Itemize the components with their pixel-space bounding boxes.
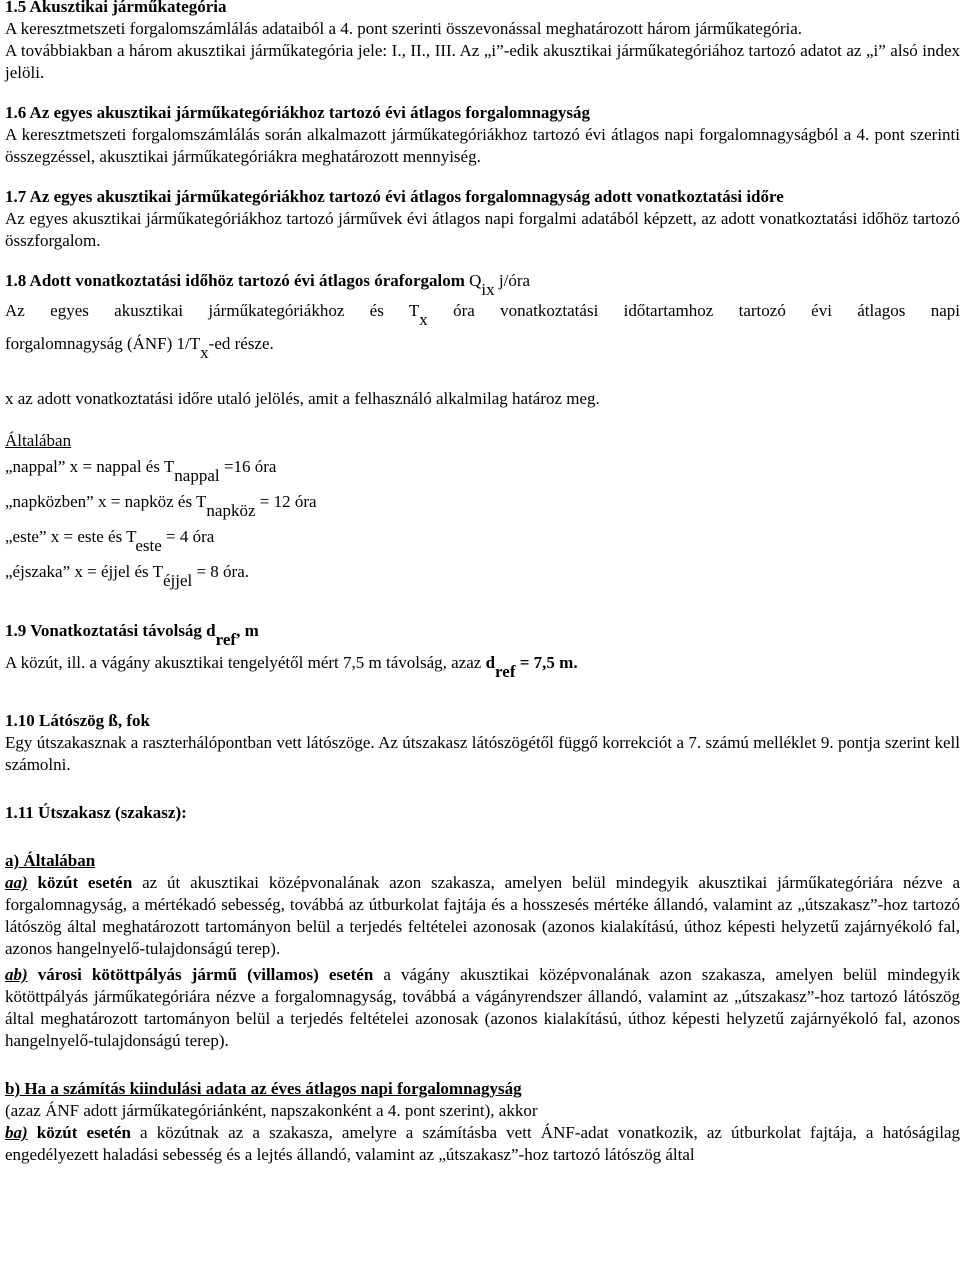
section-1-6-title: 1.6 Az egyes akusztikai járműkategóriákhoz tartozó évi átlagos forgalomnagyság xyxy=(5,103,591,122)
section-1-11-a-title: a) Általában xyxy=(5,851,96,870)
section-1-9-title: 1.9 Vonatkoztatási távolság dref, m xyxy=(5,621,259,649)
time-period-item: „nappal” x = nappal és Tnappal =16 óra xyxy=(5,457,277,485)
section-1-8-title: 1.8 Adott vonatkoztatási időhöz tartozó évi átlagos óraforgalom Qix j/óra xyxy=(5,271,531,299)
section-1-11-aa-paragraph: aa) közút esetén az út akusztikai középvonalának azon szakasza, amelyen belül mindegyik akusztikai járműkategóriára nézve a forgalomnagyság, a mértékadó sebesség, továbbá az útburkolat fajtája és a hosszesés mértéke állandó, valamint az „útszakasz”-hoz tartozó látószög által meghatározott tartományon belül a terjedés feltételei azonosak (azonos kialakítású, úthoz képesti helyzetű zajárnyékoló fal, azonos hangelnyelő-tulajdonságú terep). xyxy=(5,873,960,958)
section-1-7-paragraph: Az egyes akusztikai járműkategóriákhoz tartozó járművek évi átlagos napi forgalmi adatából képzett, az adott vonatkoztatási időhöz tartozó összforgalom. xyxy=(5,209,960,250)
time-period-item: „este” x = este és Teste = 4 óra xyxy=(5,527,215,555)
section-1-11-ab-paragraph: ab) városi kötöttpályás jármű (villamos) esetén a vágány akusztikai középvonalának azon szakasza, amelyen belül mindegyik kötöttpályás járműkategóriára nézve a forgalomnagyság, továbbá a vágányrendszer állandó, valamint az „útszakasz”-hoz tartozó látószög által meghatározott tartományon belül a terjedés feltételei azonosak (azonos kialakítású, úthoz képesti helyzetű zajárnyékoló fal, azonos hangelnyelő-tulajdonságú terep). xyxy=(5,965,960,1050)
document-page xyxy=(5,0,960,1166)
section-1-6-paragraph: A keresztmetszeti forgalomszámlálás során alkalmazott járműkategóriákhoz tartozó évi átlagos napi forgalomnagyságból a 4. pont szerinti összegzéssel, akusztikai járműkategóriákra meghatározott mennyiség. xyxy=(5,125,960,166)
section-1-10-paragraph: Egy útszakasznak a raszterhálópontban vett látószöge. Az útszakasz látószögétől függő korrekciót a 7. számú melléklet 9. pontja szerint kell számolni. xyxy=(5,733,960,774)
section-1-8-paragraph-line-2: forgalomnagyság (ÁNF) 1/Tx-ed része. xyxy=(5,334,274,362)
section-1-8-paragraph-line-1: Az egyes akusztikai járműkategóriákhoz és Tx óra vonatkoztatási időtartamhoz tartozó évi átlagos napi xyxy=(5,301,960,329)
section-1-9-paragraph: A közút, ill. a vágány akusztikai tengelyétől mért 7,5 m távolság, azaz dref = 7,5 m. xyxy=(5,653,578,681)
section-1-11-title: 1.11 Útszakasz (szakasz): xyxy=(5,803,187,822)
section-1-5-paragraph-1: A keresztmetszeti forgalomszámlálás adataiból a 4. pont szerinti összevonással meghatározott három járműkategória. xyxy=(5,19,802,38)
section-1-8-x-note: x az adott vonatkoztatási időre utaló jelölés, amit a felhasználó alkalmilag határoz meg. xyxy=(5,389,600,408)
section-1-5-paragraph-2: A továbbiakban a három akusztikai járműkategória jele: I., II., III. Az „i”-edik akusztikai járműkategóriához tartozó adatot az „i” alsó index jelöli. xyxy=(5,41,960,82)
section-1-7-title: 1.7 Az egyes akusztikai járműkategóriákhoz tartozó évi átlagos forgalomnagyság adott vonatkoztatási időre xyxy=(5,187,784,206)
section-1-11-b-title: b) Ha a számítás kiindulási adata az éves átlagos napi forgalomnagyság xyxy=(5,1079,522,1098)
section-1-11-ba-paragraph: ba) közút esetén a közútnak az a szakasza, amelyre a számításba vett ÁNF-adat vonatkozik, az útburkolat fajtája, a hatóságilag engedélyezett haladási sebesség és a lejtés állandó, valamint az „útszakasz”-hoz tartozó látószög által xyxy=(5,1123,960,1164)
section-1-10-title: 1.10 Látószög ß, fok xyxy=(5,711,150,730)
section-1-11-b-line: (azaz ÁNF adott járműkategóriánként, napszakonként a 4. pont szerint), akkor xyxy=(5,1101,538,1120)
section-1-8-general-label: Általában xyxy=(5,431,72,450)
section-1-5-title: 1.5 Akusztikai járműkategória xyxy=(5,0,227,16)
time-period-item: „napközben” x = napköz és Tnapköz = 12 óra xyxy=(5,492,317,520)
time-period-item: „éjszaka” x = éjjel és Téjjel = 8 óra. xyxy=(5,562,250,590)
